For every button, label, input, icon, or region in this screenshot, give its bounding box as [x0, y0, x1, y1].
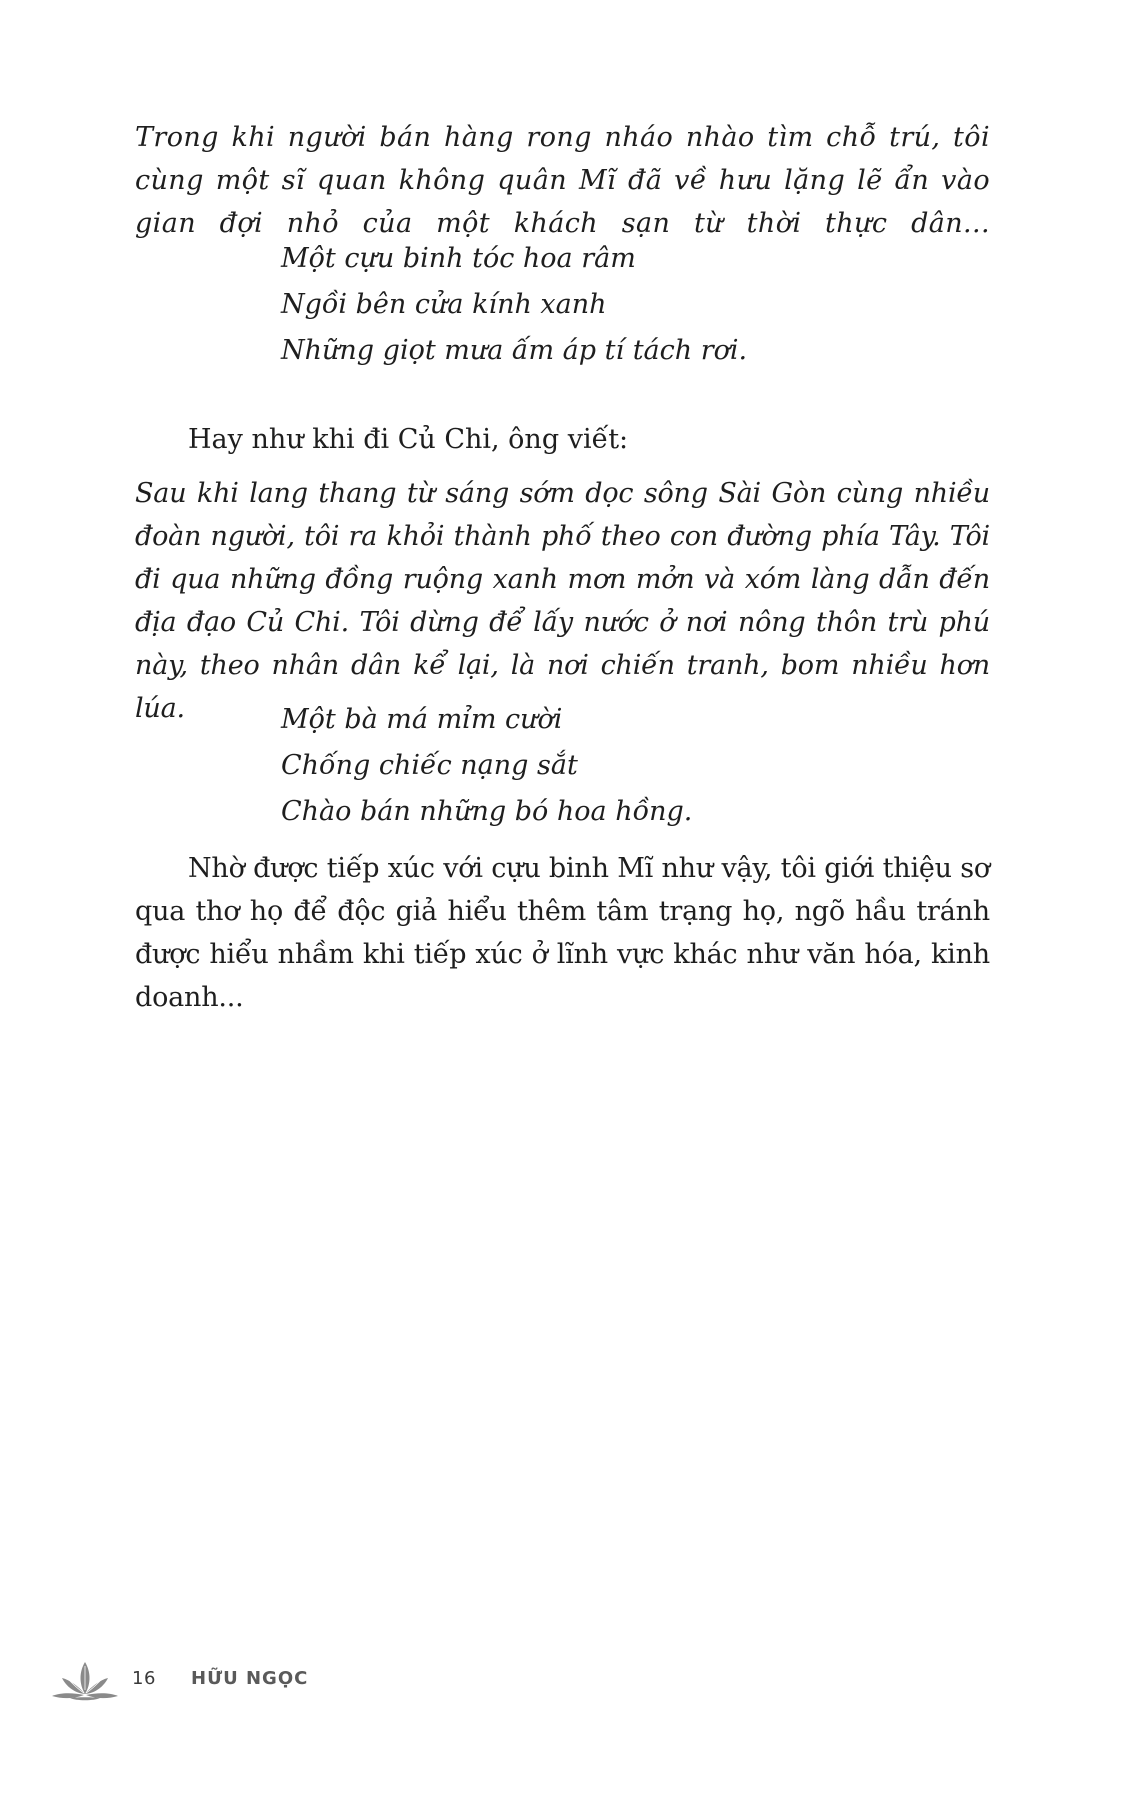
poem-1 [281, 236, 747, 374]
paragraph-quote-2: Sau khi lang thang từ sáng sớm dọc sông Sài Gòn cùng nhiều đoàn người, tôi ra khỏi thành phố theo con đường phía Tây. Tôi đi qua những đồng ruộng xanh mơn mởn và xóm làng dẫn đến địa đạo Củ Chi. Tôi dừng để lấy nước ở nơi nông thôn trù phú này, theo nhân dân kể lại, là nơi chiến tranh, bom nhiều hơn lúa. [135, 478, 990, 724]
poem-line: Một bà má mỉm cười [281, 704, 563, 735]
poem-line: Một cựu binh tóc hoa râm [281, 243, 636, 274]
poem-line: Những giọt mưa ấm áp tí tách rơi. [281, 335, 748, 366]
page-footer [48, 1656, 348, 1704]
poem-line: Chống chiếc nạng sắt [281, 750, 578, 781]
running-author: HỮU NGỌC [191, 1668, 309, 1689]
paragraph-intro: Hay như khi đi Củ Chi, ông viết: [188, 424, 629, 455]
lotus-icon [48, 1656, 122, 1704]
page-number: 16 [132, 1668, 156, 1689]
paragraph-quote-1: Trong khi người bán hàng rong nháo nhào tìm chỗ trú, tôi cùng một sĩ quan không quân Mĩ đã về hưu lặng lẽ ẩn vào gian đợi nhỏ của một khách sạn từ thời thực dân... [135, 122, 990, 239]
paragraph-conclusion: Nhờ được tiếp xúc với cựu binh Mĩ như vậy, tôi giới thiệu sơ qua thơ họ để độc giả hiểu thêm tâm trạng họ, ngõ hầu tránh được hiểu nhầm khi tiếp xúc ở lĩnh vực khác như văn hóa, kinh doanh... [135, 853, 990, 1013]
poem-line: Ngồi bên cửa kính xanh [281, 289, 607, 320]
poem-2 [281, 697, 692, 835]
poem-line: Chào bán những bó hoa hồng. [281, 796, 693, 827]
